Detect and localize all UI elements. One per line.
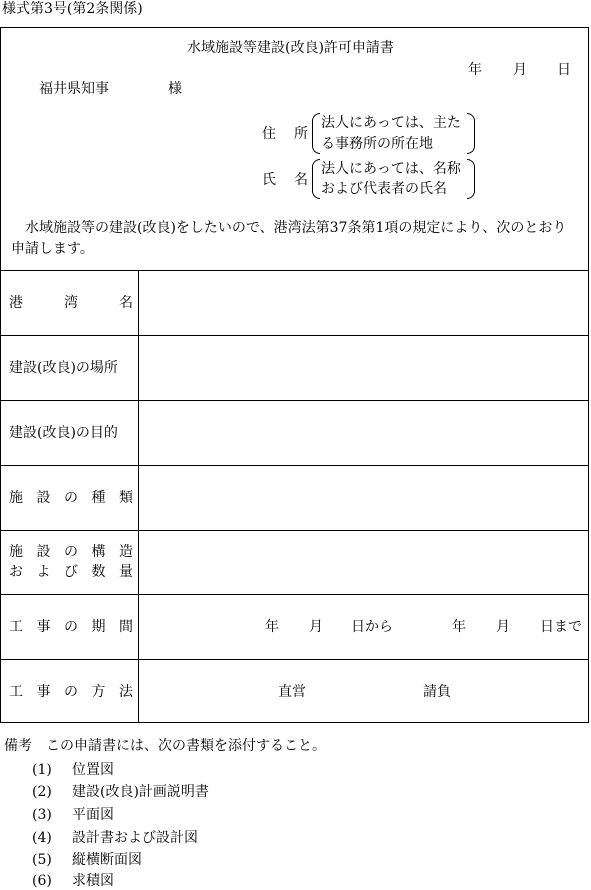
purpose-field[interactable]: [139, 401, 588, 464]
row-label-structure-line1: 施 設 の 構 造: [9, 544, 133, 560]
address-label-char-2: 所: [294, 126, 308, 142]
method-option-direct[interactable]: 直営: [278, 684, 306, 700]
intro-text-line2: 申請します。: [11, 241, 94, 257]
structure-quantity-field[interactable]: [139, 531, 588, 593]
name-right-bracket: [467, 159, 475, 199]
attachment-text: 求積図: [72, 873, 114, 889]
attachment-item: [32, 783, 209, 801]
attachment-item: [32, 851, 142, 869]
address-right-bracket: [467, 113, 475, 154]
name-note-line1: 法人にあっては、名称: [321, 161, 461, 177]
date-day-label: 日: [557, 62, 571, 78]
attachment-item: [32, 761, 114, 779]
recipient-name: 福井県知事: [39, 81, 109, 97]
location-field[interactable]: [139, 336, 588, 399]
attachment-text: 位置図: [72, 762, 114, 778]
attachment-text: 平面図: [72, 807, 114, 823]
period-end-day: 日まで: [540, 619, 582, 635]
address-label-char-1: 住: [262, 126, 276, 142]
attachment-item: [32, 872, 114, 890]
attachment-text: 建設(改良)計画説明書: [72, 784, 209, 800]
date-year-label: 年: [468, 62, 482, 78]
address-left-bracket: [312, 113, 320, 154]
attachment-number: (6): [32, 873, 52, 889]
attachment-number: (5): [32, 852, 52, 868]
name-left-bracket: [312, 159, 320, 199]
name-label-char-2: 名: [294, 172, 308, 188]
notes-title: 備考: [4, 738, 32, 754]
attachment-item: [32, 829, 198, 847]
attachment-text: 設計書および設計図: [72, 830, 198, 846]
period-start-month: 月: [309, 619, 323, 635]
row-label-port-name: 港 湾 名: [9, 295, 133, 311]
row-label-method: 工 事 の 方 法: [9, 684, 133, 700]
attachment-number: (4): [32, 830, 52, 846]
method-field[interactable]: [139, 660, 588, 722]
name-label-char-1: 氏: [262, 172, 276, 188]
date-month-label: 月: [513, 62, 527, 78]
period-start-year: 年: [265, 619, 279, 635]
facility-type-field[interactable]: [139, 466, 588, 529]
attachment-number: (1): [32, 762, 52, 778]
row-label-structure-line2: お よ び 数 量: [9, 564, 133, 580]
period-start-day: 日から: [351, 619, 393, 635]
address-note-line1: 法人にあっては、主た: [321, 115, 461, 131]
intro-text-line1: 水域施設等の建設(改良)をしたいので、港湾法第37条第1項の規定により、次のとおり: [25, 220, 567, 236]
document-title: 水域施設等建設(改良)許可申請書: [187, 40, 394, 56]
row-label-period: 工 事 の 期 間: [9, 619, 133, 635]
period-end-month: 月: [496, 619, 510, 635]
row-label-location: 建設(改良)の場所: [9, 360, 118, 376]
attachment-text: 縦横断面図: [72, 852, 142, 868]
period-end-year: 年: [452, 619, 466, 635]
row-label-facility-type: 施 設 の 種 類: [9, 490, 133, 506]
attachment-number: (3): [32, 807, 52, 823]
address-note-line2: る事務所の所在地: [321, 136, 433, 152]
attachment-number: (2): [32, 784, 52, 800]
attachment-item: [32, 806, 114, 824]
name-note-line2: および代表者の氏名: [321, 181, 447, 197]
form-number-label: 様式第3号(第2条関係): [2, 1, 143, 17]
notes-body: この申請書には、次の書類を添付すること。: [46, 738, 326, 754]
method-option-contract[interactable]: 請負: [423, 684, 451, 700]
row-label-purpose: 建設(改良)の目的: [9, 425, 118, 441]
recipient-honorific: 様: [168, 81, 182, 97]
port-name-field[interactable]: [139, 271, 588, 334]
